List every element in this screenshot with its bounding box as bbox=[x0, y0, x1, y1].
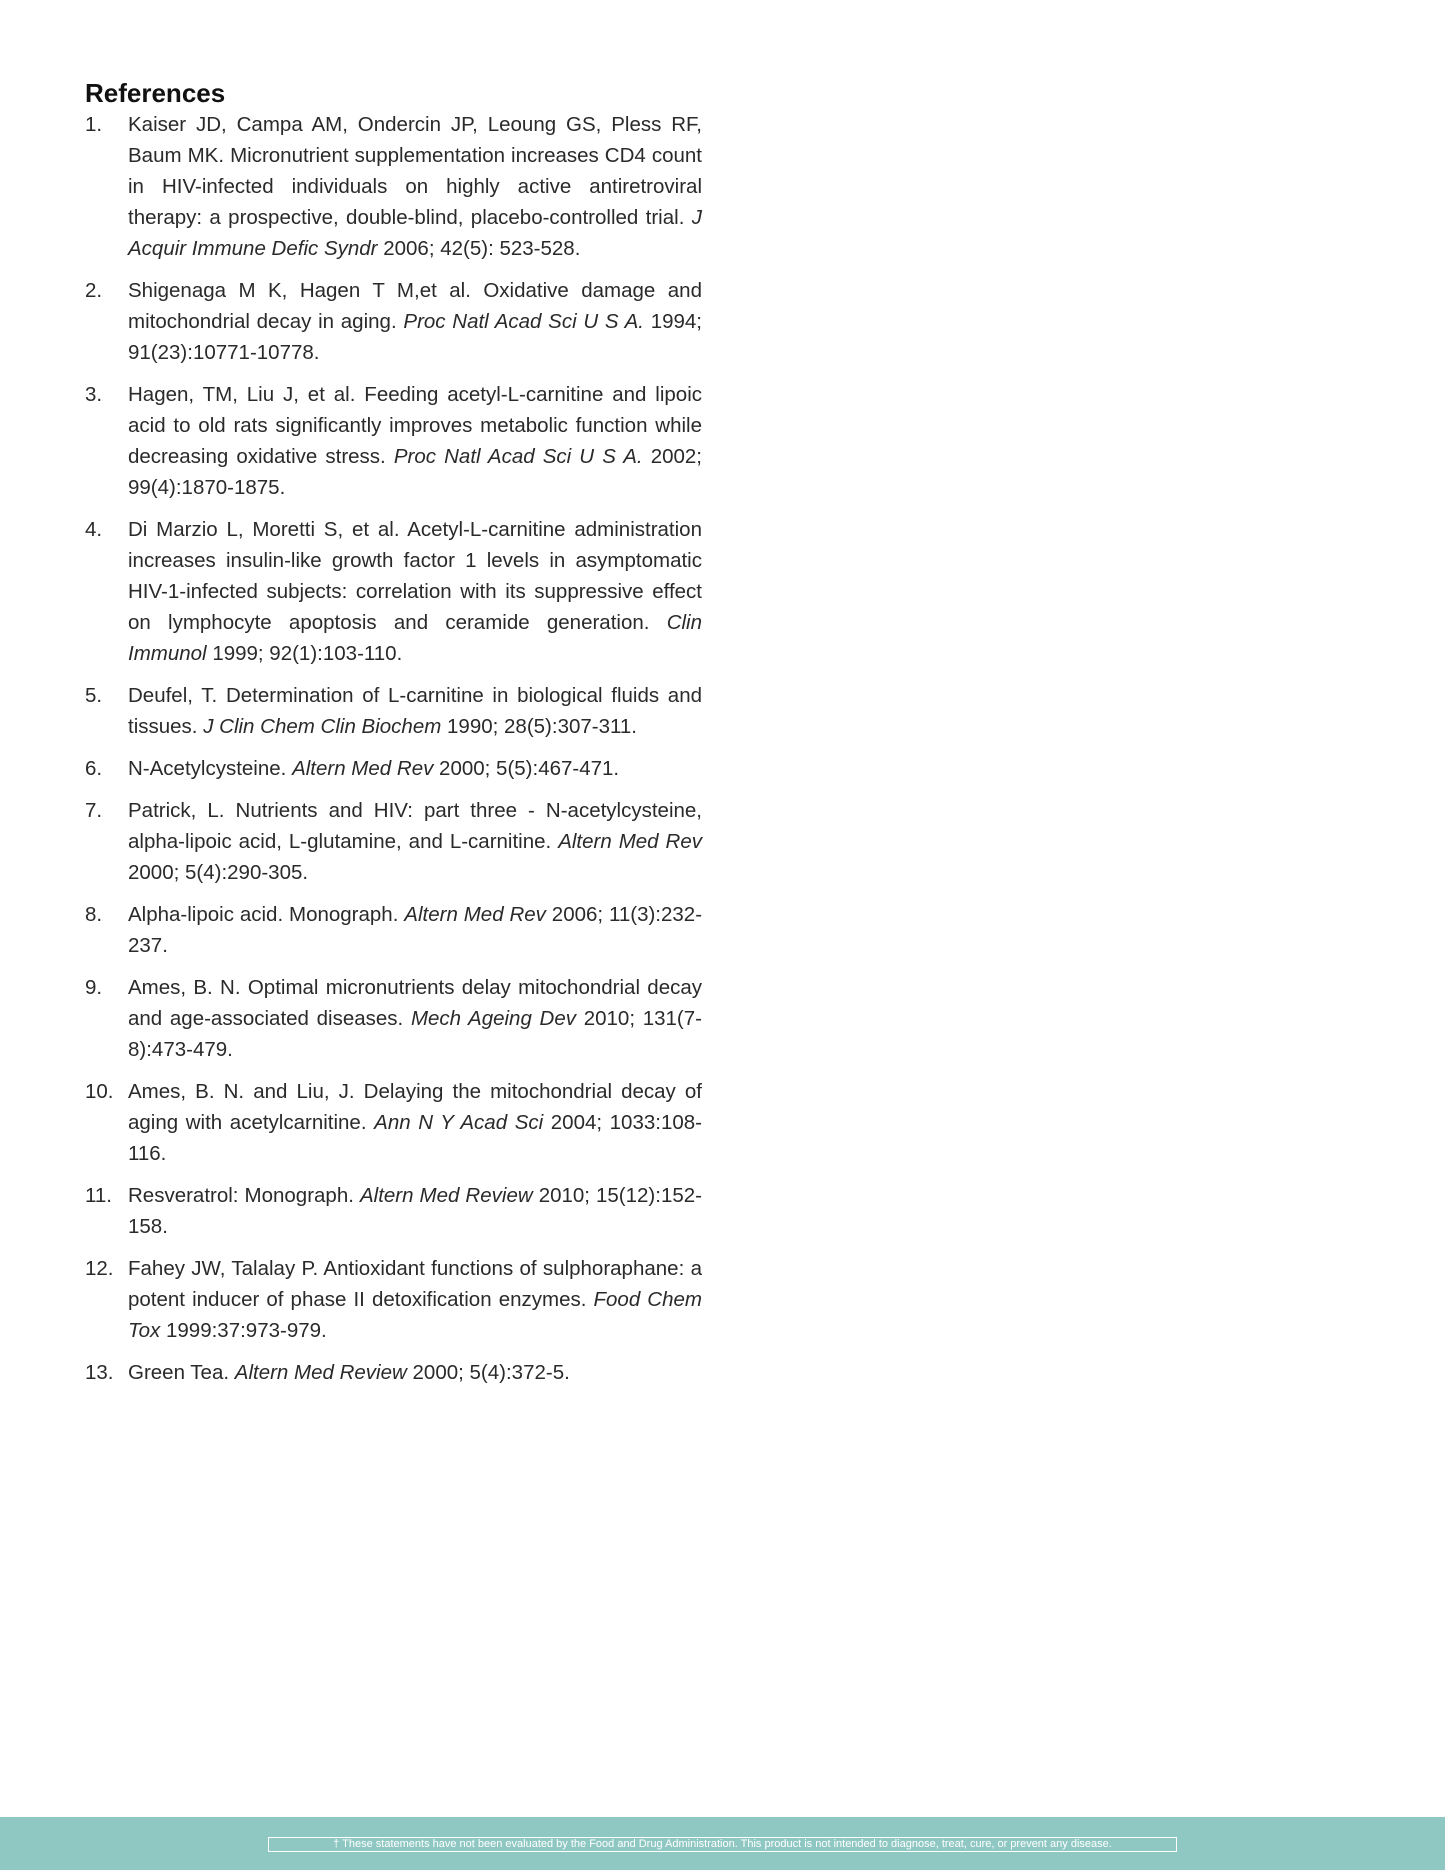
reference-citation: 2000; 5(4):372-5. bbox=[412, 1361, 570, 1384]
reference-citation: 1999; 92(1):103-110. bbox=[212, 642, 403, 665]
reference-authors: Di Marzio L, Moretti S, et al. bbox=[128, 518, 400, 541]
reference-journal: Mech Ageing Dev bbox=[410, 1007, 577, 1030]
reference-title: Micronutrient supplementation increases CD4 count in HIV-infected individuals on highly active antiretroviral therapy: a prospective, double-blind, placebo-controlled trial. bbox=[128, 144, 702, 229]
reference-number: 5. bbox=[85, 684, 103, 707]
reference-authors: Fahey JW, Talalay P. bbox=[128, 1257, 319, 1280]
reference-citation: 2006; 42(5): 523-528. bbox=[383, 237, 581, 260]
reference-item bbox=[85, 379, 702, 503]
reference-number: 10. bbox=[85, 1080, 114, 1103]
reference-number: 6. bbox=[85, 757, 103, 780]
reference-citation: 1994; 91(23):10771-10778. bbox=[128, 310, 703, 364]
reference-title: Resveratrol: Monograph. bbox=[128, 1184, 354, 1207]
reference-title: Antioxidant functions of sulphoraphane: a potent inducer of phase II detoxification enzymes. bbox=[128, 1257, 702, 1311]
reference-journal: Altern Med Rev bbox=[292, 757, 434, 780]
references-section bbox=[85, 78, 702, 1399]
reference-item bbox=[85, 680, 702, 742]
reference-number: 2. bbox=[85, 279, 103, 302]
reference-item bbox=[85, 514, 702, 669]
reference-title: Alpha-lipoic acid. Monograph. bbox=[128, 903, 399, 926]
reference-item bbox=[85, 899, 702, 961]
reference-item bbox=[85, 275, 702, 368]
reference-number: 9. bbox=[85, 976, 103, 999]
reference-journal: Altern Med Review bbox=[234, 1361, 407, 1384]
reference-title: Acetyl-L-carnitine administration increases insulin-like growth factor 1 levels in asymptomatic HIV-1-infected subjects: correlation with its suppressive effect on lymphocyte apoptosis and ceramide generation. bbox=[128, 518, 702, 634]
reference-authors: Kaiser JD, Campa AM, Ondercin JP, Leoung GS, Pless RF, Baum MK. bbox=[128, 113, 702, 167]
reference-authors: Ames, B. N. and Liu, J. bbox=[128, 1080, 355, 1103]
reference-number: 3. bbox=[85, 383, 103, 406]
reference-journal: Altern Med Rev bbox=[404, 903, 546, 926]
reference-title: Nutrients and HIV: part three - N-acetylcysteine, alpha-lipoic acid, L-glutamine, and L-carnitine. bbox=[128, 799, 702, 853]
reference-citation: 2000; 5(5):467-471. bbox=[439, 757, 620, 780]
reference-journal: J Acquir Immune Defic Syndr bbox=[128, 206, 703, 260]
reference-title: Oxidative damage and mitochondrial decay in aging. bbox=[128, 279, 702, 333]
reference-journal: Clin Immunol bbox=[128, 611, 703, 665]
reference-title: Determination of L-carnitine in biological fluids and tissues. bbox=[128, 684, 703, 738]
reference-journal: Proc Natl Acad Sci U S A. bbox=[403, 310, 644, 333]
reference-item bbox=[85, 753, 702, 784]
reference-citation: 2010; 131(7-8):473-479. bbox=[128, 1007, 702, 1061]
reference-item bbox=[85, 1253, 702, 1346]
reference-authors: Hagen, TM, Liu J, et al. bbox=[128, 383, 356, 406]
reference-journal: Ann N Y Acad Sci bbox=[374, 1111, 544, 1134]
reference-citation: 2002; 99(4):1870-1875. bbox=[128, 445, 703, 499]
reference-journal: Altern Med Rev bbox=[558, 830, 702, 853]
reference-citation: 2006; 11(3):232-237. bbox=[128, 903, 703, 957]
reference-citation: 2010; 15(12):152-158. bbox=[128, 1184, 702, 1238]
reference-item bbox=[85, 1076, 702, 1169]
fda-disclaimer: † These statements have not been evaluated by the Food and Drug Administration. This product is not intended to diagnose, treat, cure, or prevent any disease. bbox=[268, 1837, 1177, 1852]
reference-citation: 1990; 28(5):307-311. bbox=[447, 715, 637, 738]
reference-item bbox=[85, 1357, 702, 1388]
reference-journal: Altern Med Review bbox=[359, 1184, 533, 1207]
reference-number: 1. bbox=[85, 113, 103, 136]
reference-number: 13. bbox=[85, 1361, 114, 1384]
reference-journal: Food Chem Tox bbox=[128, 1288, 702, 1342]
reference-title: Green Tea. bbox=[128, 1361, 230, 1384]
reference-item bbox=[85, 795, 702, 888]
reference-item bbox=[85, 972, 702, 1065]
reference-title: Delaying the mitochondrial decay of aging with acetylcarnitine. bbox=[128, 1080, 702, 1134]
reference-authors: Ames, B. N. bbox=[128, 976, 241, 999]
reference-authors: Deufel, T. bbox=[128, 684, 218, 707]
reference-number: 12. bbox=[85, 1257, 114, 1280]
reference-item bbox=[85, 1180, 702, 1242]
reference-authors: Shigenaga M K, Hagen T M,et al. bbox=[128, 279, 471, 302]
reference-journal: Proc Natl Acad Sci U S A. bbox=[393, 445, 643, 468]
reference-citation: 2000; 5(4):290-305. bbox=[128, 861, 309, 884]
reference-title: Optimal micronutrients delay mitochondrial decay and age-associated diseases. bbox=[128, 976, 702, 1030]
reference-authors: Patrick, L. bbox=[128, 799, 225, 822]
reference-title: N-Acetylcysteine. bbox=[128, 757, 287, 780]
reference-number: 8. bbox=[85, 903, 103, 926]
reference-item bbox=[85, 109, 702, 264]
reference-journal: J Clin Chem Clin Biochem bbox=[203, 715, 442, 738]
reference-citation: 2004; 1033:108-116. bbox=[128, 1111, 702, 1165]
reference-number: 4. bbox=[85, 518, 103, 541]
reference-number: 7. bbox=[85, 799, 103, 822]
references-heading: References bbox=[85, 78, 226, 108]
reference-citation: 1999:37:973-979. bbox=[166, 1319, 327, 1342]
reference-title: Feeding acetyl-L-carnitine and lipoic acid to old rats significantly improves metabolic function while decreasing oxidative stress. bbox=[128, 383, 702, 468]
reference-number: 11. bbox=[85, 1184, 112, 1207]
reference-list bbox=[85, 109, 702, 1388]
